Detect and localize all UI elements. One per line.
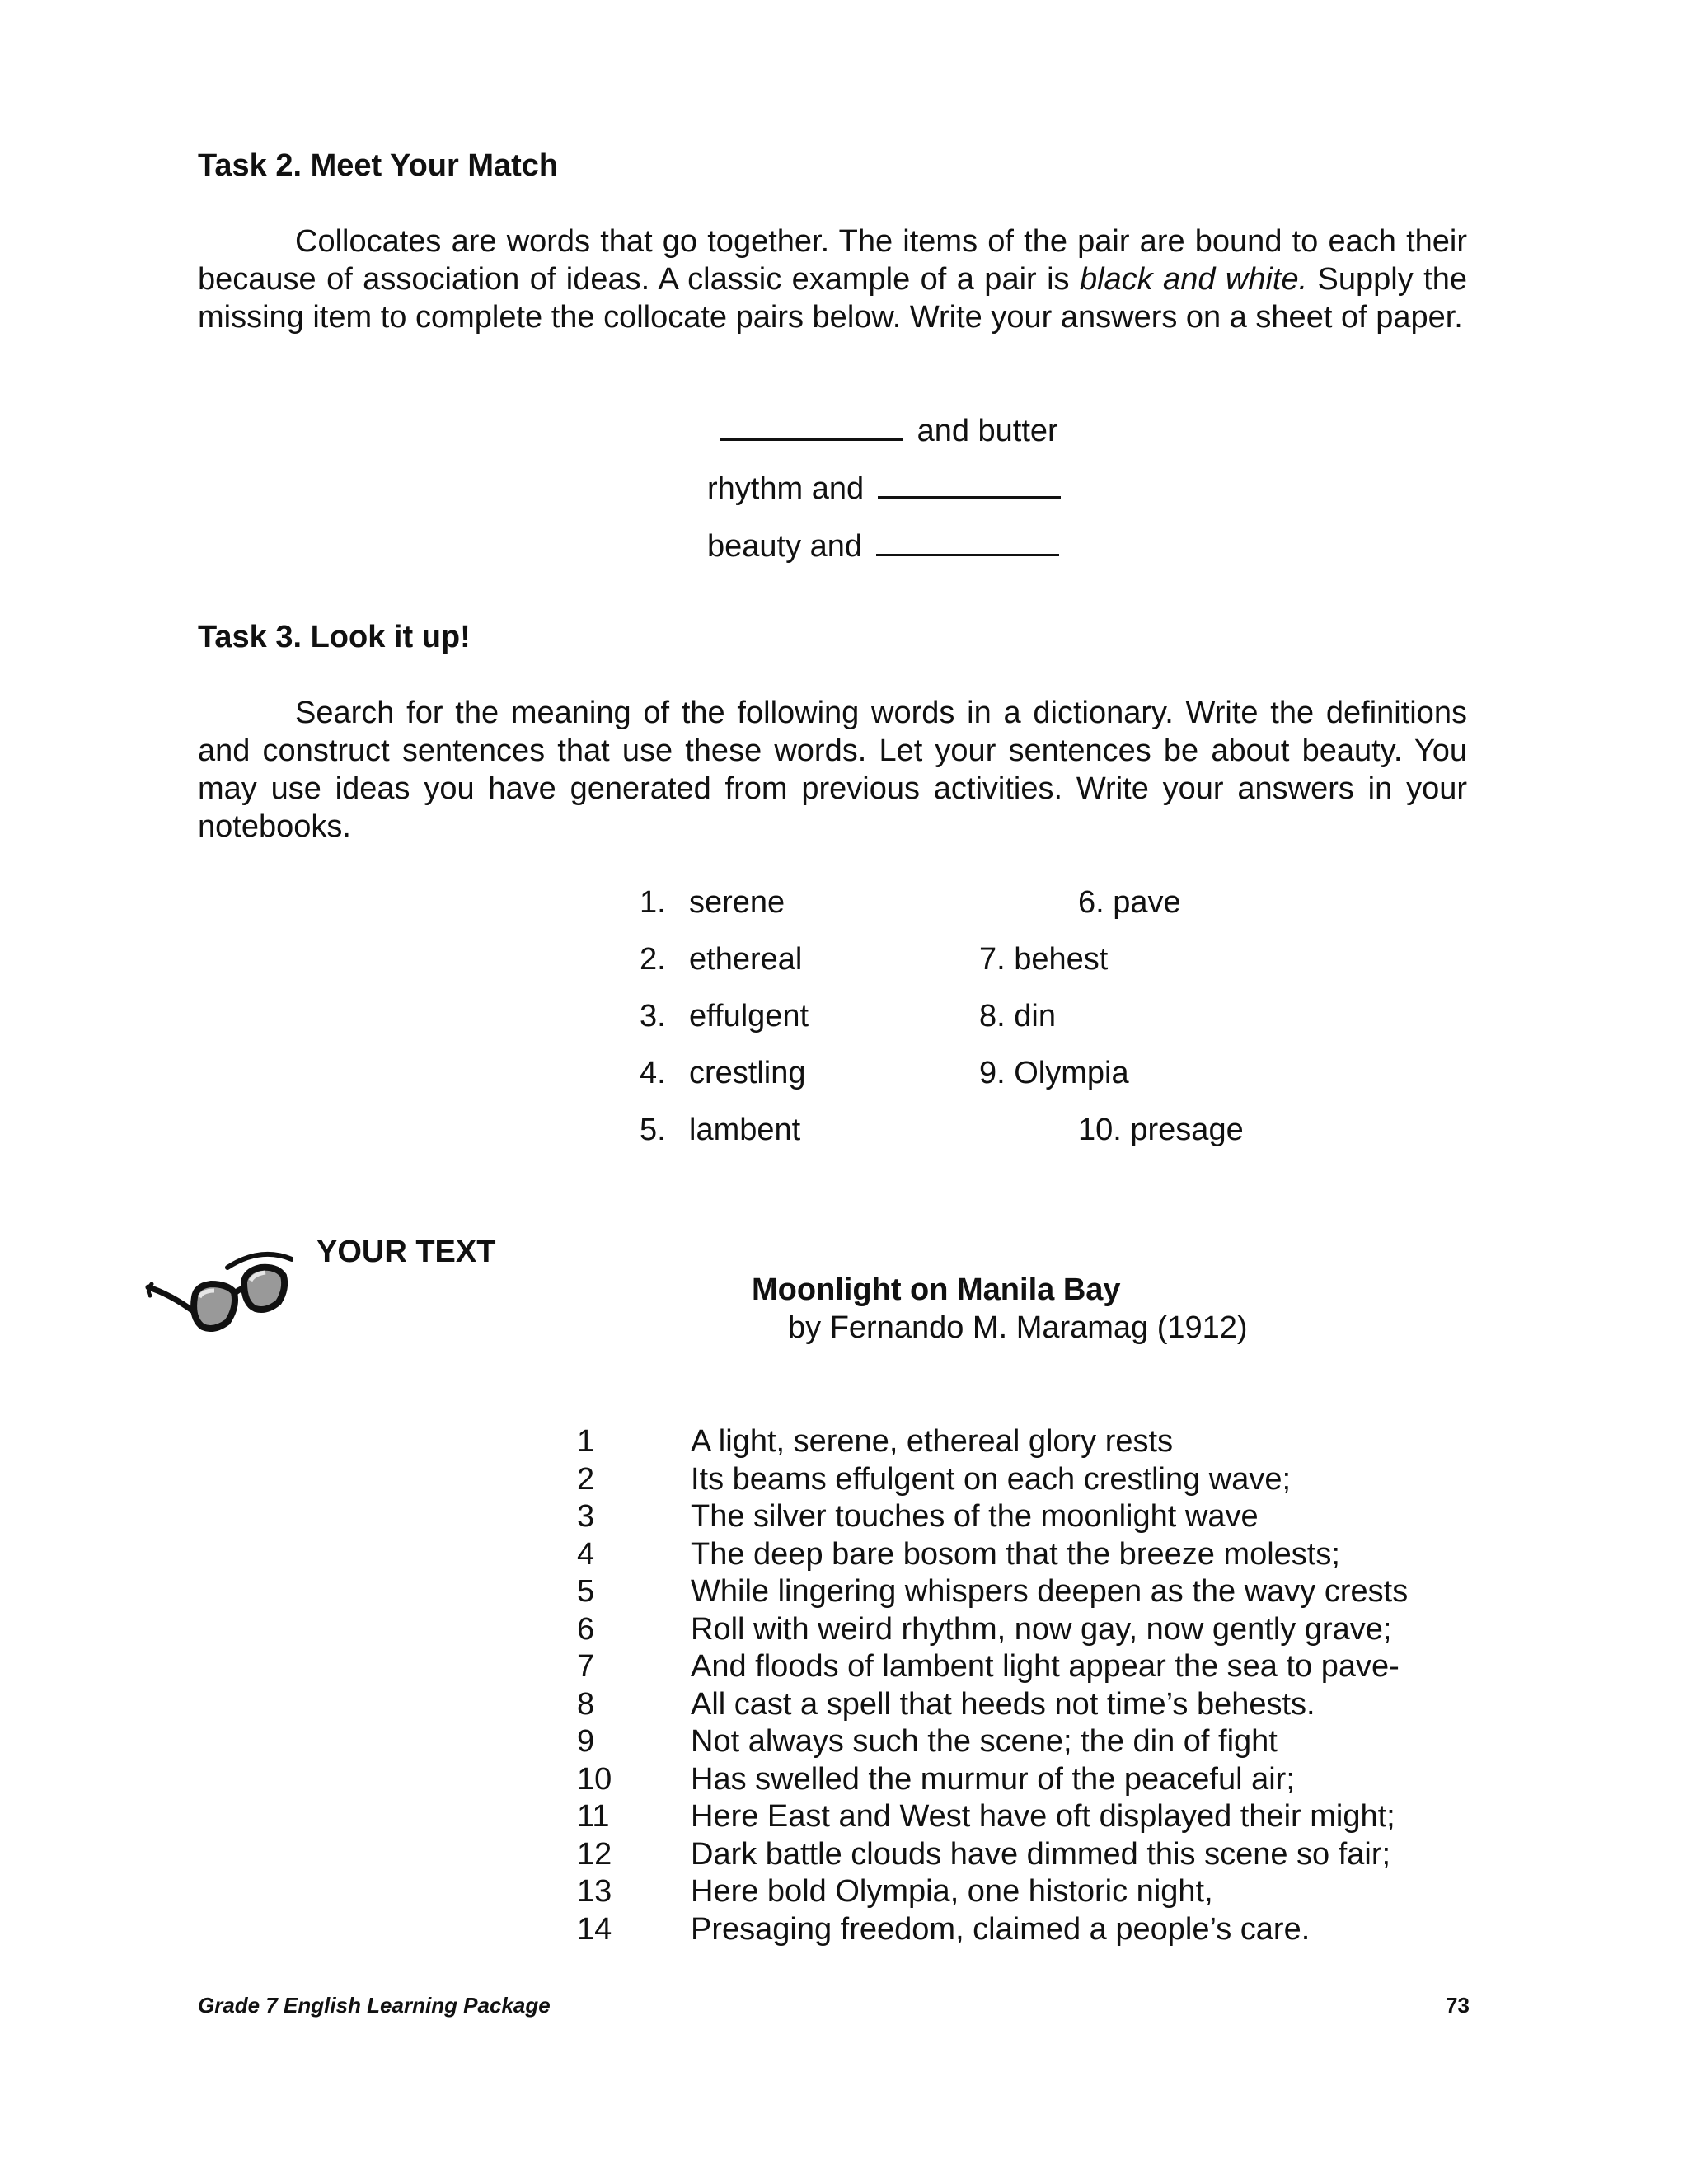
- poem-line-number: 9: [577, 1724, 595, 1759]
- poem-line: [577, 1872, 1484, 1910]
- poem-line-number: 6: [577, 1611, 595, 1647]
- vocab-item: 7. behest: [979, 942, 1109, 977]
- vocab-item: 9. Olympia: [979, 1056, 1129, 1090]
- poem-line: [577, 1610, 1484, 1648]
- vocab-item: 8. din: [979, 999, 1056, 1033]
- answer-blank[interactable]: [878, 468, 1061, 499]
- poem-line-text: All cast a spell that heeds not time’s behests.: [691, 1686, 1315, 1722]
- collocate-pair-1: and butter: [715, 410, 1058, 449]
- vocab-item: 1. serene: [640, 885, 785, 920]
- task2-paragraph: Collocates are words that go together. The items of the pair are bound to each their because of association of ideas. A classic example of a pair is black and white. Supply the missing item to complete the collocate pairs below. Write your answers on a sheet of paper.: [198, 224, 1467, 335]
- your-text-label: YOUR TEXT: [316, 1235, 496, 1269]
- poem-line: [577, 1722, 1484, 1760]
- vocab-item: 2. ethereal: [640, 942, 803, 977]
- poem-line-text: Here bold Olympia, one historic night,: [691, 1874, 1213, 1909]
- task2-heading: Task 2. Meet Your Match: [198, 148, 559, 183]
- poem-line-number: 3: [577, 1499, 595, 1534]
- poem-line: [577, 1685, 1484, 1723]
- poem-line-text: Dark battle clouds have dimmed this scene so fair;: [691, 1836, 1391, 1872]
- task3-paragraph: Search for the meaning of the following words in a dictionary. Write the definitions and construct sentences that use these words. Let your sentences be about beauty. You may use ideas you have generated from previous activities. Write your answers in your notebooks.: [198, 696, 1467, 844]
- poem-line: [577, 1797, 1484, 1835]
- poem-line-text: Presaging freedom, claimed a people’s care.: [691, 1911, 1311, 1947]
- poem-line: [577, 1910, 1484, 1948]
- vocab-item: 5. lambent: [640, 1113, 801, 1147]
- poem-line-number: 14: [577, 1911, 612, 1947]
- poem-line-text: And floods of lambent light appear the sea to pave-: [691, 1649, 1400, 1684]
- poem-line-text: The silver touches of the moonlight wave: [691, 1499, 1259, 1534]
- poem-line-number: 12: [577, 1836, 612, 1872]
- poem-line-text: Here East and West have oft displayed their might;: [691, 1799, 1395, 1834]
- poem-line-number: 5: [577, 1574, 595, 1609]
- poem-line-number: 13: [577, 1874, 612, 1909]
- poem-line-text: While lingering whispers deepen as the wavy crests: [691, 1574, 1409, 1609]
- poem-line-number: 1: [577, 1424, 595, 1459]
- poem-title: Moonlight on Manila Bay: [752, 1272, 1121, 1307]
- eyeglasses-icon: [145, 1243, 293, 1333]
- footer-title: Grade 7 English Learning Package: [198, 1993, 551, 2018]
- poem-line-number: 2: [577, 1461, 595, 1497]
- poem-line: [577, 1422, 1484, 1460]
- poem-line-text: The deep bare bosom that the breeze molests;: [691, 1536, 1340, 1572]
- page-number: 73: [1446, 1993, 1470, 2018]
- poem-line-text: Not always such the scene; the din of fight: [691, 1724, 1278, 1759]
- vocab-item: 4. crestling: [640, 1056, 806, 1090]
- answer-blank[interactable]: [720, 410, 903, 441]
- collocate-pair-3: beauty and: [707, 526, 1064, 565]
- vocab-item: 10. presage: [1078, 1113, 1244, 1147]
- vocab-item: 6. pave: [1078, 885, 1181, 920]
- poem-line-number: 8: [577, 1686, 595, 1722]
- poem-line-number: 11: [577, 1799, 610, 1834]
- poem-line-text: A light, serene, ethereal glory rests: [691, 1424, 1174, 1459]
- answer-blank[interactable]: [876, 526, 1059, 556]
- poem-line: [577, 1460, 1484, 1498]
- poem-line-number: 4: [577, 1536, 595, 1572]
- poem-line: [577, 1835, 1484, 1873]
- poem-line-text: Its beams effulgent on each crestling wave;: [691, 1461, 1292, 1497]
- poem-line: [577, 1572, 1484, 1610]
- poem-line-text: Roll with weird rhythm, now gay, now gently grave;: [691, 1611, 1392, 1647]
- poem-line: [577, 1497, 1484, 1535]
- poem-line: [577, 1535, 1484, 1573]
- poem-line-text: Has swelled the murmur of the peaceful air;: [691, 1761, 1295, 1797]
- poem-line: [577, 1647, 1484, 1685]
- poem-line-number: 10: [577, 1761, 612, 1797]
- poem-line-number: 7: [577, 1649, 595, 1684]
- collocate-pair-2: rhythm and: [707, 468, 1066, 507]
- vocab-item: 3. effulgent: [640, 999, 809, 1033]
- poem-line: [577, 1760, 1484, 1798]
- task3-heading: Task 3. Look it up!: [198, 620, 471, 654]
- poem-byline: by Fernando M. Maramag (1912): [788, 1310, 1248, 1345]
